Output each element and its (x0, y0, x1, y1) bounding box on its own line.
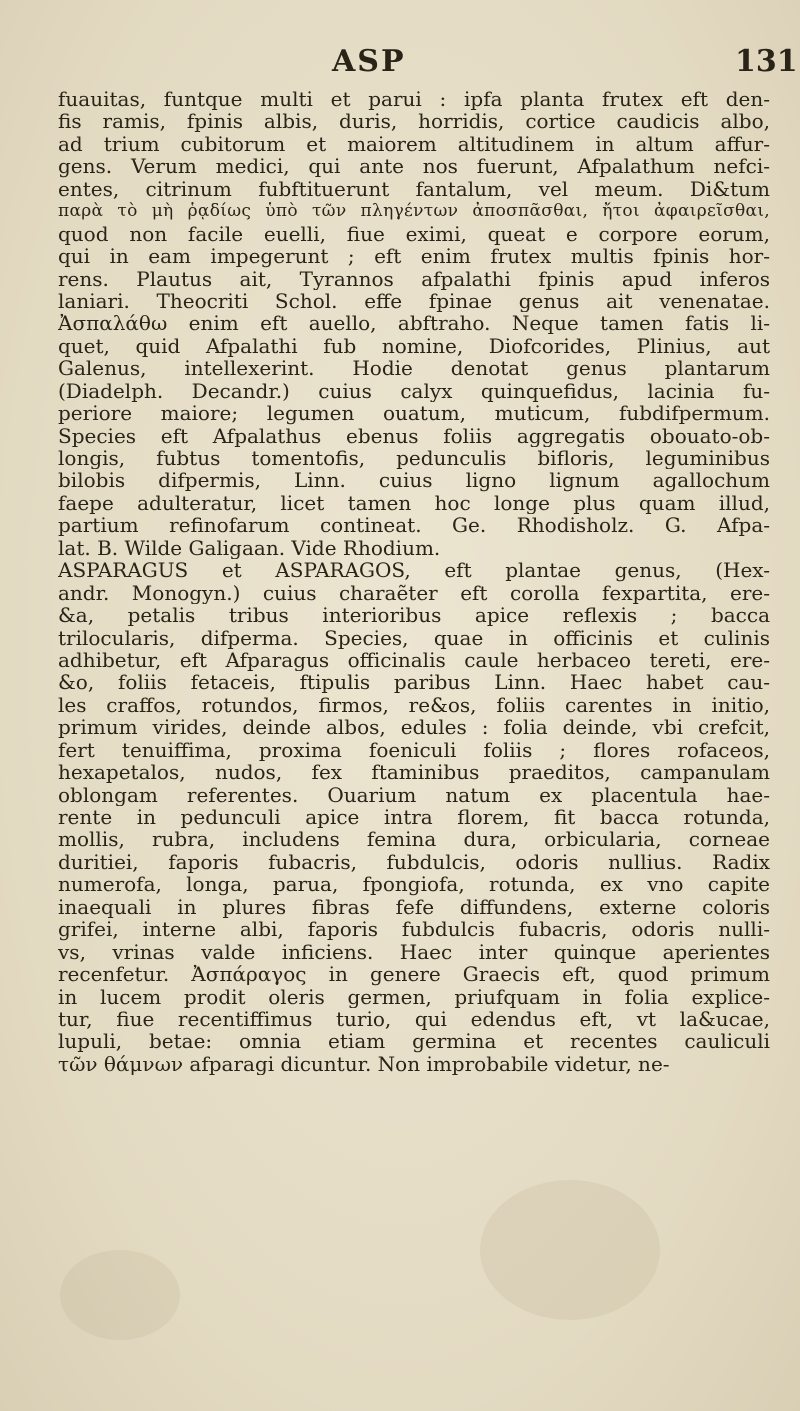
text-line: ASPARAGUS et ASPARAGOS, eft plantae genus, (Hex- (58, 559, 770, 582)
text-line: lupuli, betae: omnia etiam germina et recentes cauliculi (58, 1030, 770, 1053)
text-line: Galenus, intellexerint. Hodie denotat genus plantarum (58, 357, 770, 380)
text-line: periore maiore; legumen ouatum, muticum, fubdifpermum. (58, 402, 770, 425)
text-line: Species eft Afpalathus ebenus foliis aggregatis obouato-ob- (58, 424, 770, 447)
text-line: fert tenuiffima, proxima foeniculi foliis ; flores rofaceos, (58, 738, 770, 762)
text-line: grifei, interne albi, faporis fubdulcis fubacris, odoris nulli- (58, 918, 770, 941)
text-line: oblongam referentes. Ouarium natum ex placentula hae- (58, 783, 770, 806)
text-line: inaequali in plures fibras fefe diffundens, externe coloris (58, 895, 770, 919)
text-line: faepe adulteratur, licet tamen hoc longe plus quam illud, (58, 491, 770, 515)
text-line: lat. B. Wilde Galigaan. Vide Rhodium. (58, 536, 441, 560)
text-line: les craffos, rotundos, firmos, re&os, foliis carentes in initio, (58, 693, 770, 717)
text-line: παρὰ τὸ μὴ ῥᾳδίως ὑπὸ τῶν πληγέντων ἀποσπᾶσθαι, ἤτοι ἀφαιρεῖσθαι, (58, 201, 770, 222)
text-line: tur, fiue recentiffimus turio, qui edendus eft, vt la&ucae, (58, 1007, 770, 1031)
text-line: &o, foliis fetaceis, ftipulis paribus Linn. Haec habet cau- (58, 671, 770, 694)
text-line: hexapetalos, nudos, fex ftaminibus praeditos, campanulam (58, 761, 770, 784)
paper-stain (480, 1180, 660, 1320)
text-line: bilobis difpermis, Linn. cuius ligno lignum agallochum (58, 469, 770, 492)
text-line: in lucem prodit oleris germen, priufquam in folia explice- (58, 985, 770, 1008)
paper-stain (60, 1250, 180, 1340)
text-line: partium refinofarum contineat. Ge. Rhodisholz. G. Afpa- (58, 514, 770, 537)
text-line: adhibetur, eft Afparagus officinalis caule herbaceo tereti, ere- (58, 648, 770, 672)
text-line: trilocularis, difperma. Species, quae in officinis et culinis (58, 626, 770, 649)
text-line: numerofa, longa, parua, fpongiofa, rotunda, ex vno capite (58, 873, 770, 896)
text-line: Ἀσπαλάθω enim eft auello, abftraho. Neque tamen fatis li- (58, 312, 770, 335)
text-line: quet, quid Afpalathi fub nomine, Diofcorides, Plinius, aut (58, 334, 770, 358)
text-line: laniari. Theocriti Schol. effe fpinae genus ait venenatae. (58, 289, 770, 313)
text-line: primum virides, deinde albos, edules : folia deinde, vbi crefcit, (58, 716, 770, 739)
page-header (0, 40, 800, 80)
text-line: rente in pedunculi apice intra florem, fit bacca rotunda, (58, 806, 770, 829)
text-line: (Diadelph. Decandr.) cuius calyx quinquefidus, lacinia fu- (58, 379, 770, 403)
text-line: fuauitas, funtque multi et parui : ipfa planta frutex eft den- (58, 88, 770, 111)
page-number: 131 (735, 44, 798, 79)
text-line: recenfetur. Ἀσπάραγος in genere Graecis eft, quod primum (58, 963, 770, 986)
text-line: gens. Verum medici, qui ante nos fuerunt, Afpalathum nefci- (58, 155, 770, 178)
text-line: duritiei, faporis fubacris, fubdulcis, odoris nullius. Radix (58, 850, 770, 874)
text-line: τῶν θάμνων afparagi dicuntur. Non improbabile videtur, ne- (58, 1052, 670, 1076)
text-line: ad trium cubitorum et maiorem altitudinem in altum affur- (58, 132, 770, 156)
text-line: mollis, rubra, includens femina dura, orbicularia, corneae (58, 828, 770, 851)
body-text (58, 88, 770, 1075)
text-line: qui in eam impegerunt ; eft enim frutex multis fpinis hor- (58, 245, 770, 268)
text-line: &a, petalis tribus interioribus apice reflexis ; bacca (58, 604, 770, 627)
text-line: vs, vrinas valde inficiens. Haec inter quinque aperientes (58, 940, 770, 964)
text-line: rens. Plautus ait, Tyrannos afpalathi fpinis apud inferos (58, 267, 770, 290)
text-line: andr. Monogyn.) cuius charaẽter eft corolla fexpartita, ere- (58, 581, 770, 605)
text-line: longis, fubtus tomentofis, pedunculis bifloris, leguminibus (58, 447, 770, 470)
text-line: fis ramis, fpinis albis, duris, horridis, cortice caudicis albo, (58, 110, 770, 133)
running-head: ASP (332, 44, 406, 79)
text-line: entes, citrinum fubftituerunt fantalum, vel meum. Di&tum (58, 177, 770, 201)
text-line: quod non facile euelli, fiue eximi, queat e corpore eorum, (58, 222, 770, 246)
